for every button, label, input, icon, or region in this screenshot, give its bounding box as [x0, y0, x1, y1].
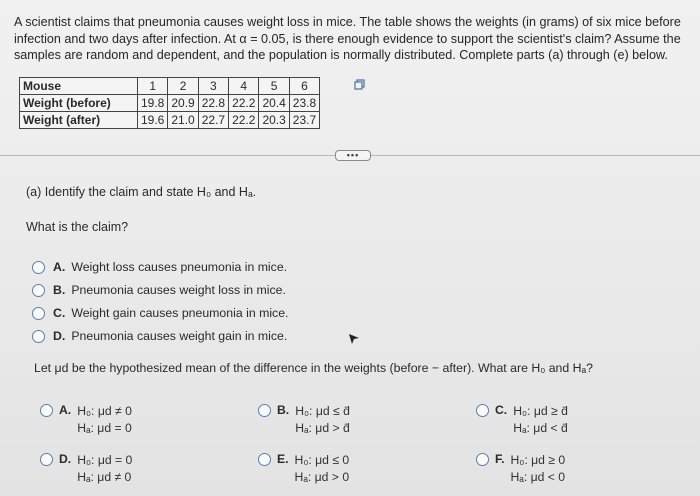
option-text: Weight loss causes pneumonia in mice. — [71, 260, 288, 274]
table-header-cell: 2 — [168, 78, 198, 95]
part-a-prompt: (a) Identify the claim and state H₀ and Hₐ. — [26, 185, 257, 199]
option-letter: F. — [495, 452, 505, 466]
claim-option-b[interactable] — [32, 283, 286, 297]
option-text: Pneumonia causes weight loss in mice. — [71, 283, 286, 297]
null-hypothesis: H₀: μd ≤ 0 — [294, 453, 350, 467]
alt-hypothesis: Hₐ: μd ≠ 0 — [77, 470, 132, 484]
table-cell: 22.8 — [198, 95, 228, 112]
table-header-cell: Mouse — [20, 78, 138, 95]
hyp-option-f[interactable] — [476, 452, 565, 486]
weights-table — [19, 77, 320, 129]
radio-button[interactable] — [258, 453, 271, 466]
problem-statement: A scientist claims that pneumonia causes weight loss in mice. The table shows the weights (in grams) of six mice before infection and two days after infection. At α = 0.05, is there enough evidence to support the scientist's claim? Assume the samples are random and dependent, and the population is normally distributed. Complete parts (a) through (e) below. — [14, 15, 681, 62]
table-header-cell: 6 — [289, 78, 319, 95]
table-header-row — [20, 78, 320, 95]
table-cell: 20.9 — [168, 95, 198, 112]
option-letter: E. — [277, 452, 289, 466]
radio-button[interactable] — [40, 453, 53, 466]
table-cell: 22.2 — [229, 95, 259, 112]
expand-more-button[interactable]: ••• — [335, 150, 371, 161]
hyp-option-b[interactable] — [258, 403, 350, 437]
radio-button[interactable] — [32, 330, 45, 343]
table-row — [20, 95, 320, 112]
hyp-option-a[interactable] — [40, 403, 132, 437]
alt-hypothesis: Hₐ: μd = 0 — [77, 421, 132, 435]
option-letter: D. — [53, 329, 66, 343]
null-hypothesis: H₀: μd ≥ d̄ — [513, 404, 568, 418]
option-letter: A. — [59, 403, 72, 417]
table-header-cell: 3 — [198, 78, 228, 95]
table-cell: 22.2 — [229, 112, 259, 129]
table-cell: 20.3 — [259, 112, 289, 129]
radio-button[interactable] — [476, 404, 489, 417]
option-text: Pneumonia causes weight gain in mice. — [71, 329, 288, 343]
null-hypothesis: H₀: μd = 0 — [77, 453, 133, 467]
table-cell: 21.0 — [168, 112, 198, 129]
option-letter: C. — [495, 403, 508, 417]
table-cell: 19.6 — [138, 112, 168, 129]
table-row — [20, 112, 320, 129]
option-text: Weight gain causes pneumonia in mice. — [71, 306, 289, 320]
claim-option-a[interactable] — [32, 260, 287, 274]
radio-button[interactable] — [40, 404, 53, 417]
alt-hypothesis: Hₐ: μd < 0 — [510, 470, 566, 484]
row-label: Weight (after) — [20, 112, 138, 129]
row-label: Weight (before) — [20, 95, 138, 112]
table-cell: 19.8 — [138, 95, 168, 112]
table-cell: 23.7 — [289, 112, 319, 129]
null-hypothesis: H₀: μd ≤ d̄ — [295, 404, 350, 418]
null-hypothesis: H₀: μd ≠ 0 — [77, 404, 132, 418]
table-header-cell: 5 — [259, 78, 289, 95]
hyp-option-c[interactable] — [476, 403, 568, 437]
table-cell: 22.7 — [198, 112, 228, 129]
null-hypothesis: H₀: μd ≥ 0 — [510, 453, 566, 467]
alt-hypothesis: Hₐ: μd > 0 — [294, 470, 350, 484]
claim-option-c[interactable] — [32, 306, 288, 320]
table-header-cell: 1 — [138, 78, 168, 95]
radio-button[interactable] — [32, 307, 45, 320]
option-letter: C. — [53, 306, 66, 320]
hypothesis-question: Let μd be the hypothesized mean of the difference in the weights (before − after). What are H₀ and Hₐ? — [34, 361, 593, 375]
radio-button[interactable] — [32, 284, 45, 297]
table-header-cell: 4 — [229, 78, 259, 95]
alt-hypothesis: Hₐ: μd > d̄ — [295, 421, 350, 435]
radio-button[interactable] — [32, 261, 45, 274]
option-letter: B. — [53, 283, 66, 297]
claim-option-d[interactable] — [32, 329, 287, 343]
claim-question: What is the claim? — [26, 220, 129, 234]
alt-hypothesis: Hₐ: μd < d̄ — [513, 421, 568, 435]
option-letter: A. — [53, 260, 66, 274]
radio-button[interactable] — [258, 404, 271, 417]
option-letter: D. — [59, 452, 72, 466]
table-cell: 20.4 — [259, 95, 289, 112]
table-cell: 23.8 — [289, 95, 319, 112]
option-letter: B. — [277, 403, 290, 417]
copy-table-icon[interactable] — [354, 79, 365, 90]
hyp-option-d[interactable] — [40, 452, 132, 486]
radio-button[interactable] — [476, 453, 489, 466]
hyp-option-e[interactable] — [258, 452, 349, 486]
mouse-cursor-icon — [348, 333, 360, 345]
